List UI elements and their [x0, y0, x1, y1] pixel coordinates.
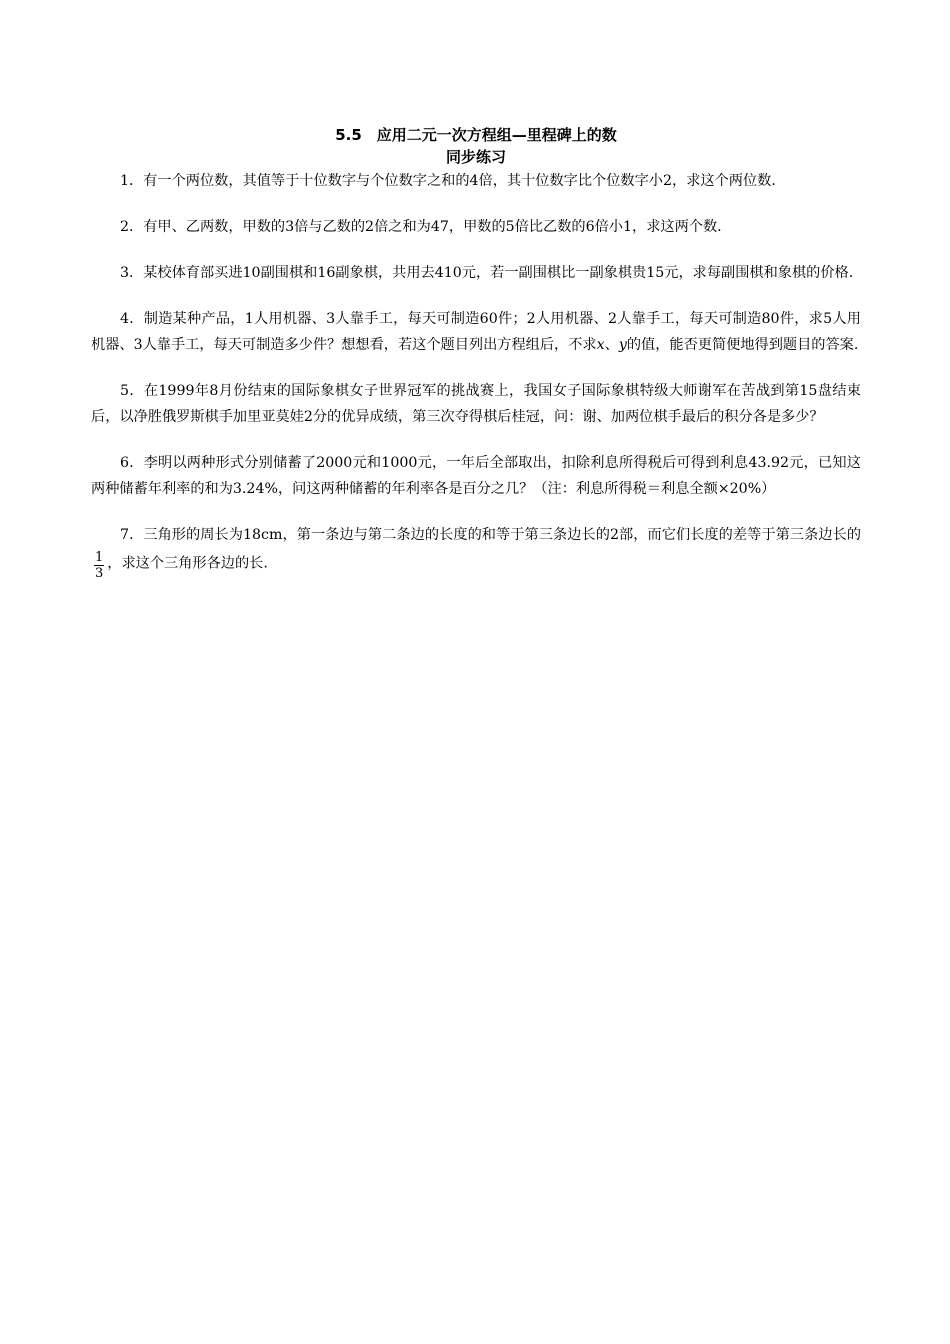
problem-text-end: ，求这个三角形各边的长. [107, 555, 268, 572]
problem-number: 2． [120, 219, 144, 235]
problem-1 [91, 168, 861, 194]
page-title: 5.5 应用二元一次方程组—里程碑上的数 [335, 126, 617, 144]
problem-number: 5． [120, 383, 144, 399]
problem-text: 有一个两位数，其值等于十位数字与个位数字之和的4倍，其十位数字比个位数字小2，求这个两位数. [143, 173, 776, 189]
problem-3 [91, 260, 861, 286]
problem-text: 制造某种产品，1人用机器、3人靠手工，每天可制造60件；2人用机器、2人靠手工，每天可制造80件，求5人用机器、3人靠手工，每天可制造多少件？想想看，若这个题目列出方程组后，不求 [91, 311, 861, 353]
fraction-numerator: 1 [95, 550, 104, 565]
fraction-one-third [94, 550, 104, 581]
problem-number: 1． [120, 173, 144, 189]
problem-text: 在1999年8月份结束的国际象棋女子世界冠军的挑战赛上，我国女子国际象棋特级大师谢军在苦战到第15盘结束后，以净胜俄罗斯棋手加里亚莫娃2分的优异成绩，第三次夺得棋后桂冠，问：谢、加两位棋手最后的积分各是多少？ [91, 383, 861, 425]
variable-y: y [618, 337, 627, 353]
fraction-denominator: 3 [95, 566, 104, 581]
problem-text: 三角形的周长为18cm，第一条边与第二条边的长度的和等于第三条边长的2部，而它们长度的差等于第三条边长的 [143, 527, 862, 543]
separator: 、 [604, 337, 619, 353]
problem-text: 有甲、乙两数，甲数的3倍与乙数的2倍之和为47，甲数的5倍比乙数的6倍小1，求这两个数. [143, 219, 722, 235]
document-page [91, 124, 861, 599]
problem-text: 某校体育部买进10副围棋和16副象棋，共用去410元，若一副围棋比一副象棋贵15元，求每副围棋和象棋的价格. [143, 265, 854, 281]
problem-4 [91, 306, 861, 358]
page-subtitle: 同步练习 [445, 148, 506, 166]
problem-7 [91, 522, 861, 579]
problem-number: 6． [120, 455, 144, 471]
problem-text: 李明以两种形式分别储蓄了2000元和1000元，一年后全部取出，扣除利息所得税后可得到利息43.92元，已知这两种储蓄年利率的和为3.24%，问这两种储蓄的年利率各是百分之几？（注：利息所得税＝利息全额×20%） [91, 455, 861, 497]
problem-2 [91, 214, 861, 240]
problem-number: 7． [120, 527, 144, 543]
variable-x: x [596, 337, 605, 353]
problem-number: 4． [120, 311, 144, 327]
problem-6 [91, 450, 861, 502]
problem-number: 3． [120, 265, 144, 281]
problem-text-end: 的值，能否更简便地得到题目的答案. [626, 337, 859, 353]
problem-5 [91, 378, 861, 430]
